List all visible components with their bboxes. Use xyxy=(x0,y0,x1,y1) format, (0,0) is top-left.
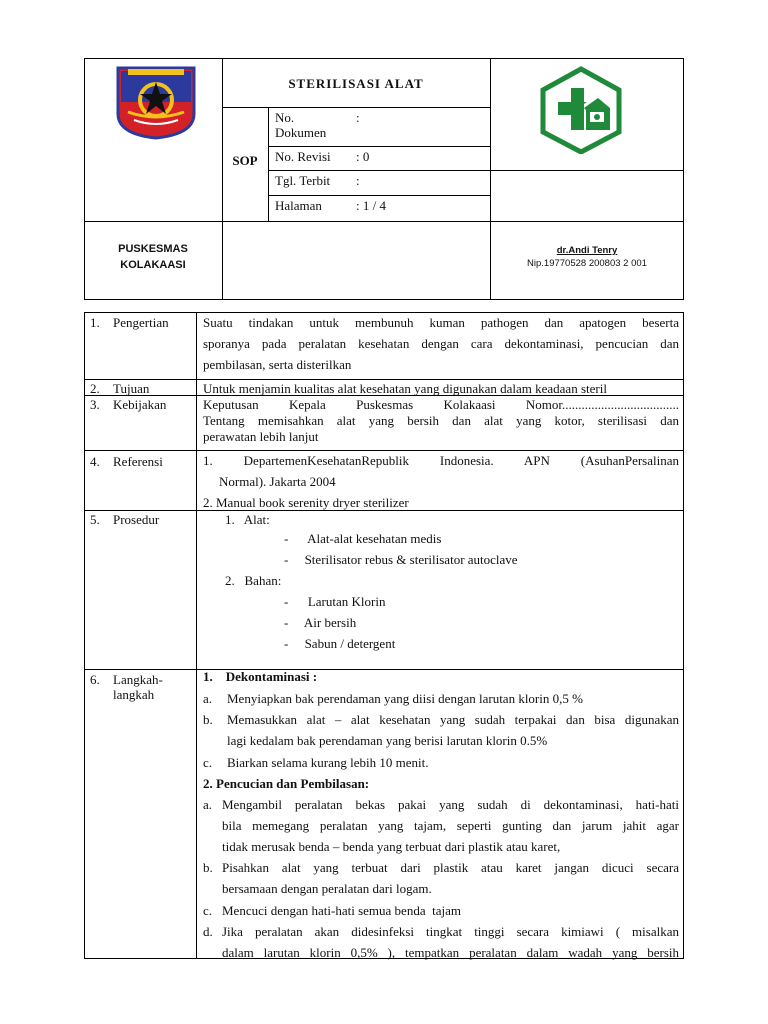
table-divider xyxy=(196,312,197,959)
regency-emblem-icon xyxy=(114,64,198,140)
header-divider xyxy=(268,170,684,171)
sop-label: SOP xyxy=(232,153,258,168)
row-label-pengertian: Pengertian xyxy=(113,315,169,330)
bahan-item: - Larutan Klorin xyxy=(284,594,386,609)
list-item: Biarkan selama kurang lebih 10 menit. xyxy=(227,755,429,770)
list-marker: b. xyxy=(203,860,213,875)
row-number: 4. xyxy=(90,454,100,469)
bahan-item: - Sabun / detergent xyxy=(284,636,396,651)
row-label-referensi: Referensi xyxy=(113,454,163,469)
pengertian-text: Suatu tindakan untuk membunuh kuman pathogen dan apatogen beserta sporanya pada peralatan kesehatan dengan cara dekontaminasi, pencucian dan pembilasan, serta disterilkan xyxy=(203,315,679,372)
kebijakan-text: Keputusan Kepala Puskesmas Kolakaasi Nomor.................................... Tentang memisahkan alat yang bersih dan alat yang kotor, sterilisasi dan perawatan lebih lanjut xyxy=(203,397,679,444)
header-divider xyxy=(268,195,490,196)
referensi-text: 1. DepartemenKesehatanRepublik Indonesia. APN (AsuhanPersalinan Normal). Jakarta 2004 2. Manual book serenity dryer sterilizer xyxy=(203,453,679,510)
bahan-heading: 2. Bahan: xyxy=(225,573,282,588)
row-number: 3. xyxy=(90,397,100,412)
row-number: 2. xyxy=(90,381,100,396)
list-item: Pisahkan alat yang terbuat dari plastik atau karet jangan dicuci secara bersamaan dengan peralatan dari logam. xyxy=(222,860,679,896)
list-item: Memasukkan alat – alat kesehatan yang sudah terpakai dan bisa digunakan lagi kedalam bak perendaman yang berisi larutan klorin 0.5% xyxy=(227,712,679,748)
row-number: 1. xyxy=(90,315,100,330)
field-halaman-value: : 1 / 4 xyxy=(356,198,386,213)
header-divider xyxy=(268,107,269,221)
row-number: 6. xyxy=(90,672,100,687)
signer-block xyxy=(490,244,684,270)
row-number: 5. xyxy=(90,512,100,527)
signer-nip: Nip.19770528 200803 2 001 xyxy=(527,258,647,269)
field-no-dokumen-label: No. Dokumen xyxy=(275,110,327,140)
section-pencucian-heading: 2. Pencucian dan Pembilasan: xyxy=(203,776,370,791)
table-divider xyxy=(84,379,684,380)
alat-item: - Sterilisator rebus & sterilisator autoclave xyxy=(284,552,518,567)
header-divider xyxy=(268,146,490,147)
header-divider xyxy=(222,107,490,108)
bahan-item: - Air bersih xyxy=(284,615,357,630)
header-divider xyxy=(84,221,684,222)
list-item: Mengambil peralatan bekas pakai yang sudah di dekontaminasi, hati-hati bila memegang peralatan yang tajam, seperti gunting dan jarum jahit agar tidak merusak benda – benda yang terbuat dari plastik atau karet, xyxy=(222,797,679,854)
document-title: STERILISASI ALAT xyxy=(288,76,424,91)
list-marker: c. xyxy=(203,903,213,918)
list-marker: a. xyxy=(203,797,213,812)
alat-item: - Alat-alat kesehatan medis xyxy=(284,531,442,546)
section-dekontaminasi-heading: 1. Dekontaminasi : xyxy=(203,669,318,684)
signer-name: dr.Andi Tenry xyxy=(556,245,618,256)
list-marker: c. xyxy=(203,755,213,770)
row-label-langkah: Langkah- langkah xyxy=(113,672,163,702)
tujuan-text: Untuk menjamin kualitas alat kesehatan yang digunakan dalam keadaan steril xyxy=(203,381,607,396)
table-divider xyxy=(84,669,684,670)
list-marker: d. xyxy=(203,924,213,939)
list-marker: a. xyxy=(203,691,213,706)
field-halaman-label: Halaman xyxy=(275,198,322,213)
field-no-dokumen-value: : xyxy=(356,110,360,125)
organization-name: PUSKESMAS KOLAKAASI xyxy=(118,243,188,271)
field-tgl-terbit-value: : xyxy=(356,173,360,188)
puskesmas-cross-house-icon xyxy=(540,66,622,154)
list-marker: b. xyxy=(203,712,213,727)
list-item: Mencuci dengan hati-hati semua benda tajam xyxy=(222,903,461,918)
field-no-revisi-label: No. Revisi xyxy=(275,149,331,164)
field-no-revisi-value: : 0 xyxy=(356,149,370,164)
row-label-kebijakan: Kebijakan xyxy=(113,397,167,412)
field-tgl-terbit-label: Tgl. Terbit xyxy=(275,173,331,188)
list-item: Jika peralatan akan didesinfeksi tingkat tinggi secara kimiawi ( misalkan dalam larutan klorin 0,5% ), tempatkan peralatan dalam wadah yang bersih xyxy=(222,924,679,960)
list-item: Menyiapkan bak perendaman yang diisi dengan larutan klorin 0,5 % xyxy=(227,691,583,706)
alat-heading: 1. Alat: xyxy=(225,512,270,527)
header-divider xyxy=(222,58,223,300)
row-label-tujuan: Tujuan xyxy=(113,381,150,396)
row-label-prosedur: Prosedur xyxy=(113,512,160,527)
